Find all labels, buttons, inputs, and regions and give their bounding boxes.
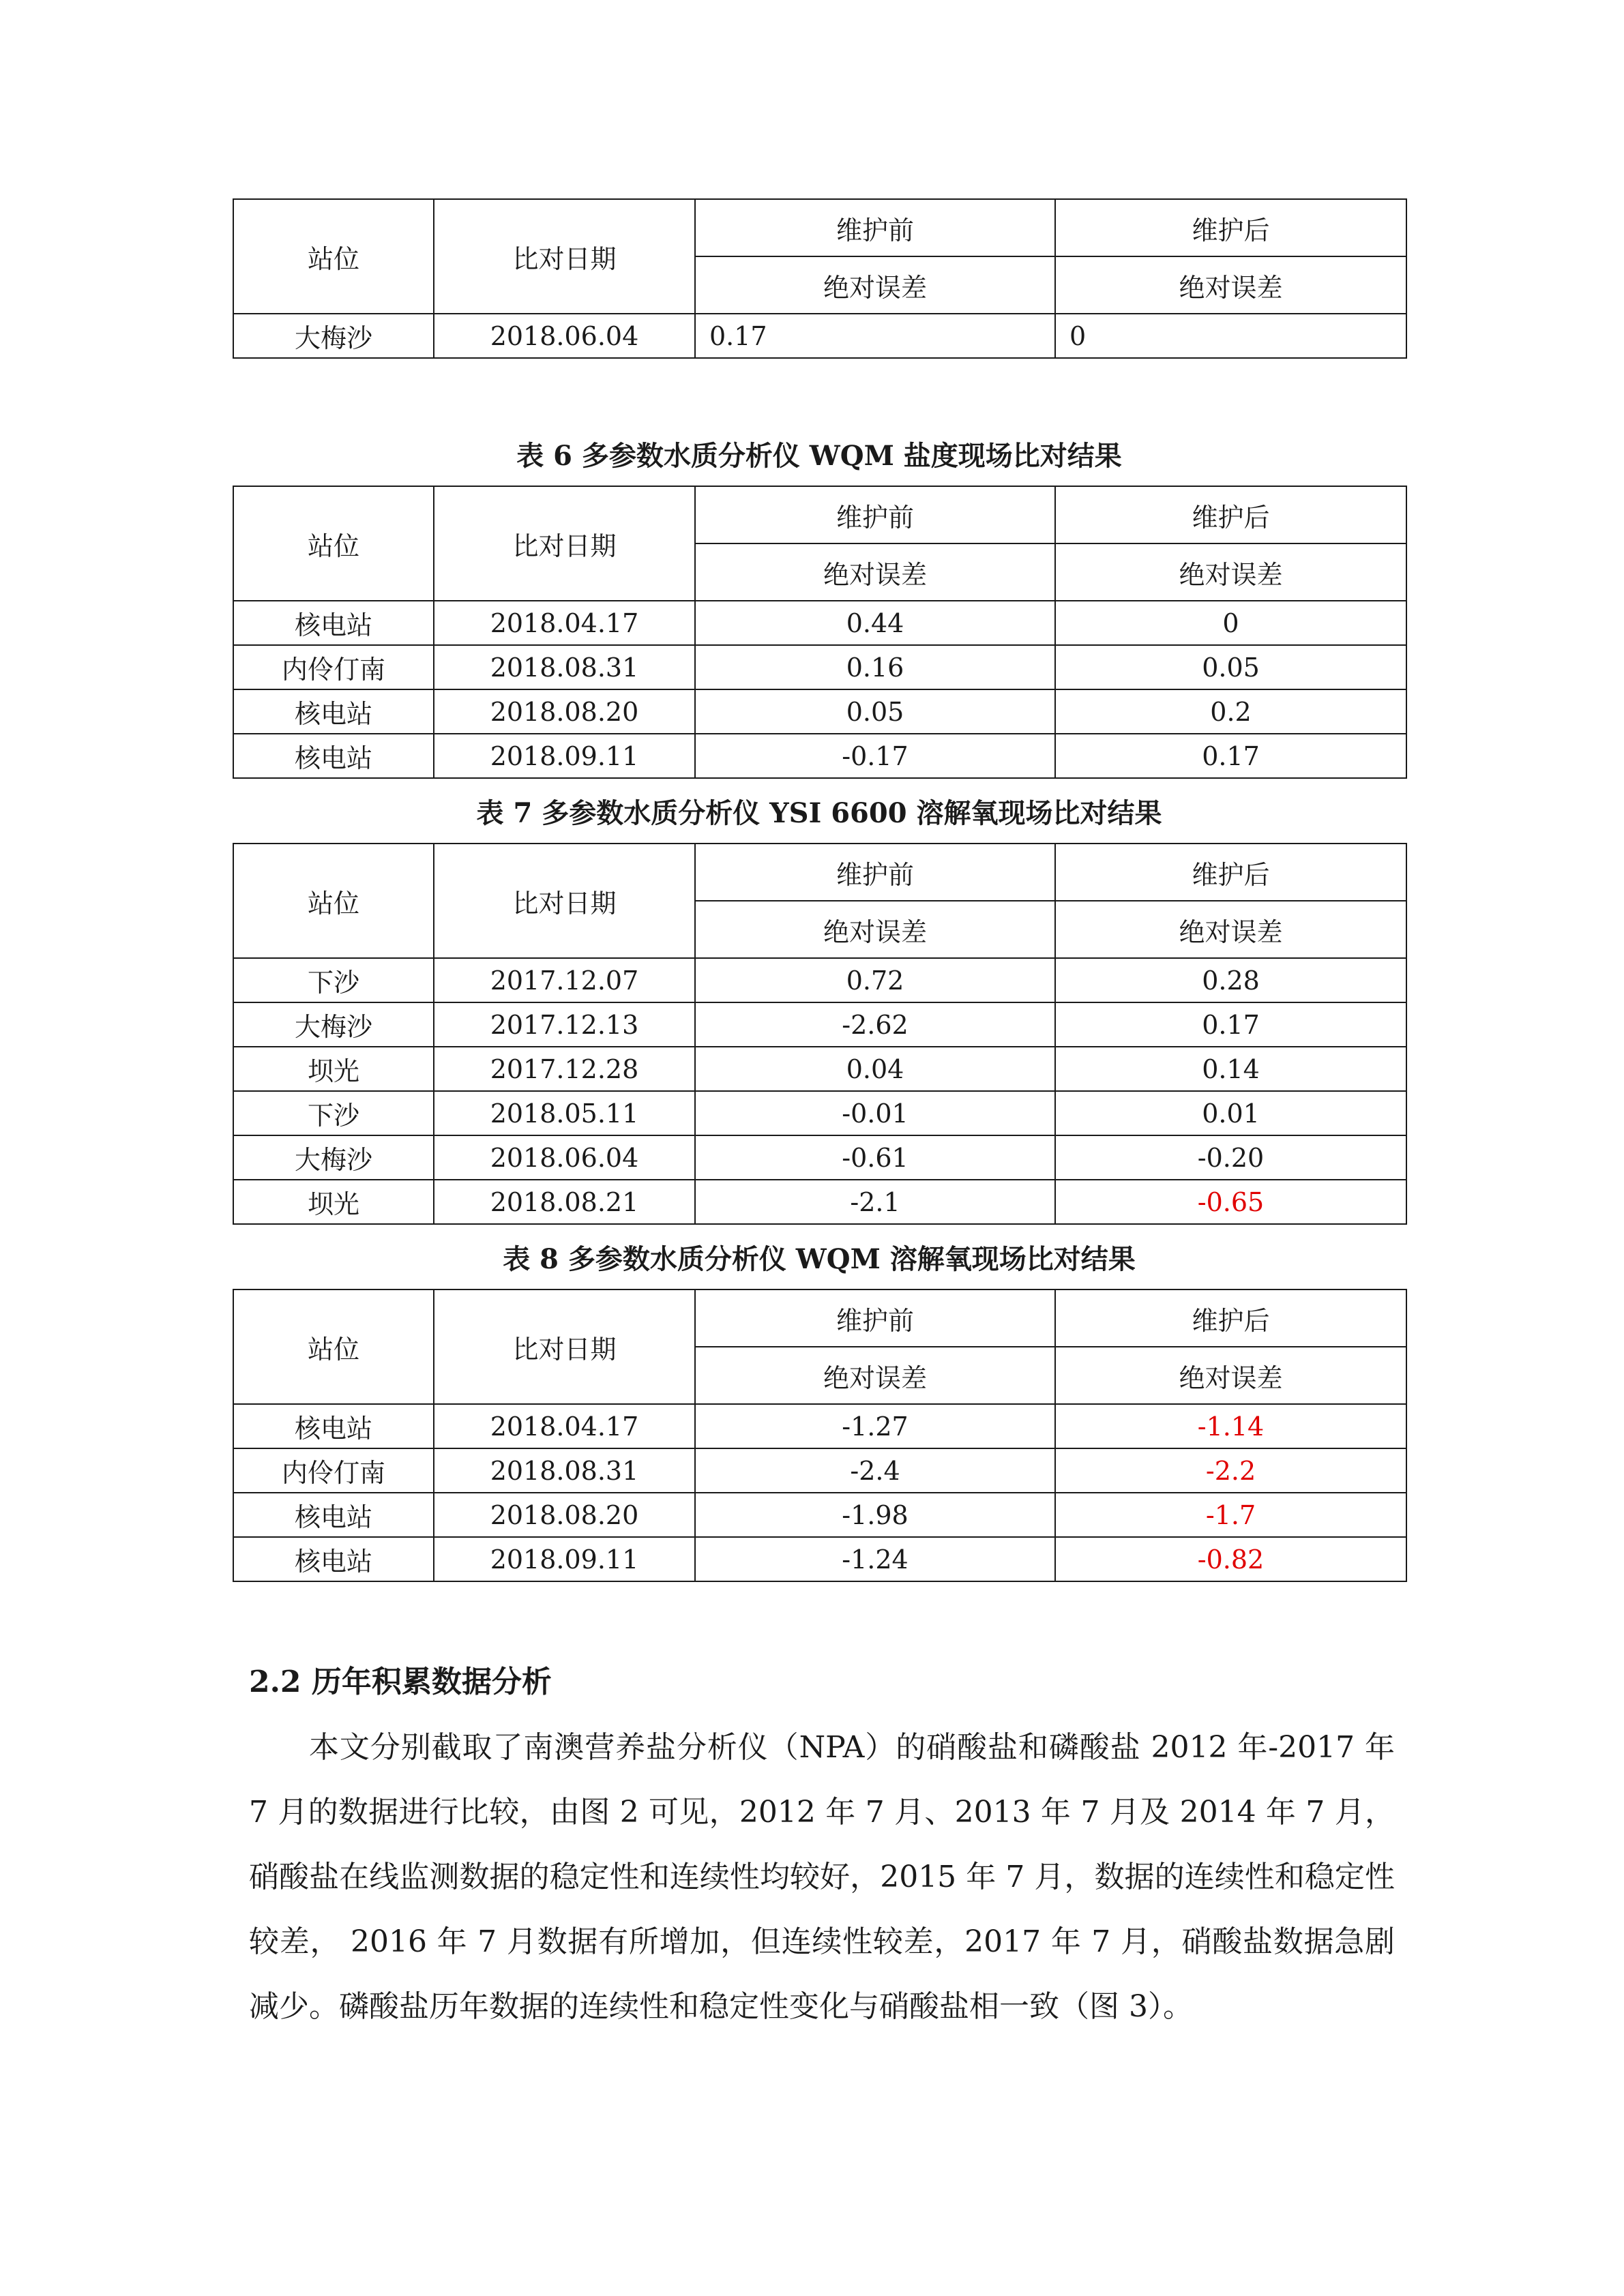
cell-before: -1.24 [695, 1537, 1055, 1581]
header-abs-error: 绝对误差 [695, 901, 1055, 958]
header-abs-error: 绝对误差 [1055, 901, 1406, 958]
cell-after: 0.28 [1055, 958, 1406, 1002]
header-before: 维护前 [695, 199, 1055, 256]
cell-station: 下沙 [233, 1091, 434, 1135]
table-row [233, 1047, 1406, 1091]
cell-before: -0.17 [695, 734, 1055, 778]
cell-after: 0 [1055, 314, 1406, 358]
table-row [233, 958, 1406, 1002]
section-paragraph: 本文分别截取了南澳营养盐分析仪（NPA）的硝酸盐和磷酸盐 2012 年-2017 年 7 月的数据进行比较，由图 2 可见，2012 年 7 月、2013 年 7 月及 2014 年 7 月，硝酸盐在线监测数据的稳定性和连续性均较好，2015 年 7 月，数据的连续性和稳定性较差， 2016 年 7 月数据有所增加，但连续性较差，2017 年 7 月，硝酸盐数据急剧减少。磷酸盐历年数据的连续性和稳定性变化与硝酸盐相一致（图 3）。 [249, 1730, 1395, 2024]
cell-before: 0.17 [695, 314, 1055, 358]
header-date: 比对日期 [434, 486, 695, 601]
header-before: 维护前 [695, 486, 1055, 543]
cell-date: 2018.08.31 [434, 645, 695, 689]
cell-before: -1.27 [695, 1404, 1055, 1448]
cell-before: -2.1 [695, 1180, 1055, 1224]
cell-date: 2017.12.07 [434, 958, 695, 1002]
cell-before: 0.72 [695, 958, 1055, 1002]
cell-after-highlighted: -0.65 [1055, 1180, 1406, 1224]
cell-after: 0.17 [1055, 1002, 1406, 1047]
cell-station: 核电站 [233, 1493, 434, 1537]
header-date: 比对日期 [434, 199, 695, 314]
table-row [233, 1537, 1406, 1581]
cell-station: 内伶仃南 [233, 645, 434, 689]
cell-station: 核电站 [233, 601, 434, 645]
cell-station: 核电站 [233, 689, 434, 734]
section-heading: 2.2 历年积累数据分析 [249, 1665, 552, 1699]
cell-after: 0.17 [1055, 734, 1406, 778]
cell-after: -0.20 [1055, 1135, 1406, 1180]
table-8-caption: 表 8 多参数水质分析仪 WQM 溶解氧现场比对结果 [503, 1243, 1136, 1275]
header-station: 站位 [233, 1289, 434, 1404]
cell-date: 2018.08.31 [434, 1448, 695, 1493]
table-row [233, 314, 1406, 358]
cell-station: 内伶仃南 [233, 1448, 434, 1493]
table-row [233, 645, 1406, 689]
table-row [233, 1493, 1406, 1537]
table-7 [233, 843, 1407, 1225]
cell-before: 0.04 [695, 1047, 1055, 1091]
cell-after: 0.01 [1055, 1091, 1406, 1135]
cell-after-highlighted: -1.7 [1055, 1493, 1406, 1537]
table-7-caption: 表 7 多参数水质分析仪 YSI 6600 溶解氧现场比对结果 [476, 797, 1162, 829]
cell-station: 坝光 [233, 1180, 434, 1224]
cell-date: 2018.09.11 [434, 734, 695, 778]
cell-station: 坝光 [233, 1047, 434, 1091]
header-after: 维护后 [1055, 486, 1406, 543]
table-row [233, 689, 1406, 734]
cell-before: -0.61 [695, 1135, 1055, 1180]
cell-after-highlighted: -2.2 [1055, 1448, 1406, 1493]
table-row [233, 734, 1406, 778]
cell-station: 大梅沙 [233, 1002, 434, 1047]
cell-station: 大梅沙 [233, 1135, 434, 1180]
table-row [233, 601, 1406, 645]
header-abs-error: 绝对误差 [1055, 543, 1406, 601]
cell-date: 2018.08.20 [434, 1493, 695, 1537]
header-abs-error: 绝对误差 [1055, 256, 1406, 314]
cell-after: 0 [1055, 601, 1406, 645]
table-5-continued [233, 198, 1407, 359]
cell-after: 0.14 [1055, 1047, 1406, 1091]
cell-date: 2018.04.17 [434, 601, 695, 645]
header-before: 维护前 [695, 844, 1055, 901]
cell-date: 2018.09.11 [434, 1537, 695, 1581]
table-6-caption: 表 6 多参数水质分析仪 WQM 盐度现场比对结果 [516, 440, 1122, 472]
header-after: 维护后 [1055, 844, 1406, 901]
cell-date: 2018.05.11 [434, 1091, 695, 1135]
table-row [233, 1180, 1406, 1224]
cell-after: 0.2 [1055, 689, 1406, 734]
cell-before: -1.98 [695, 1493, 1055, 1537]
cell-after-highlighted: -1.14 [1055, 1404, 1406, 1448]
cell-date: 2017.12.13 [434, 1002, 695, 1047]
cell-station: 下沙 [233, 958, 434, 1002]
table-row [233, 1404, 1406, 1448]
cell-date: 2017.12.28 [434, 1047, 695, 1091]
header-station: 站位 [233, 844, 434, 958]
header-abs-error: 绝对误差 [695, 543, 1055, 601]
cell-before: 0.16 [695, 645, 1055, 689]
table-6 [233, 486, 1407, 779]
header-before: 维护前 [695, 1289, 1055, 1347]
cell-after-highlighted: -0.82 [1055, 1537, 1406, 1581]
header-abs-error: 绝对误差 [695, 256, 1055, 314]
header-station: 站位 [233, 199, 434, 314]
cell-before: 0.05 [695, 689, 1055, 734]
cell-station: 核电站 [233, 1404, 434, 1448]
header-station: 站位 [233, 486, 434, 601]
table-row [233, 1091, 1406, 1135]
table-row [233, 1448, 1406, 1493]
cell-before: -2.62 [695, 1002, 1055, 1047]
cell-date: 2018.06.04 [434, 1135, 695, 1180]
cell-before: -0.01 [695, 1091, 1055, 1135]
cell-date: 2018.08.20 [434, 689, 695, 734]
header-after: 维护后 [1055, 1289, 1406, 1347]
header-date: 比对日期 [434, 844, 695, 958]
header-after: 维护后 [1055, 199, 1406, 256]
cell-station: 核电站 [233, 734, 434, 778]
header-abs-error: 绝对误差 [1055, 1347, 1406, 1404]
cell-before: -2.4 [695, 1448, 1055, 1493]
header-date: 比对日期 [434, 1289, 695, 1404]
table-row [233, 1002, 1406, 1047]
cell-date: 2018.04.17 [434, 1404, 695, 1448]
cell-date: 2018.08.21 [434, 1180, 695, 1224]
cell-station: 核电站 [233, 1537, 434, 1581]
table-row [233, 1135, 1406, 1180]
cell-before: 0.44 [695, 601, 1055, 645]
cell-date: 2018.06.04 [434, 314, 695, 358]
cell-station: 大梅沙 [233, 314, 434, 358]
cell-after: 0.05 [1055, 645, 1406, 689]
table-8 [233, 1289, 1407, 1582]
header-abs-error: 绝对误差 [695, 1347, 1055, 1404]
